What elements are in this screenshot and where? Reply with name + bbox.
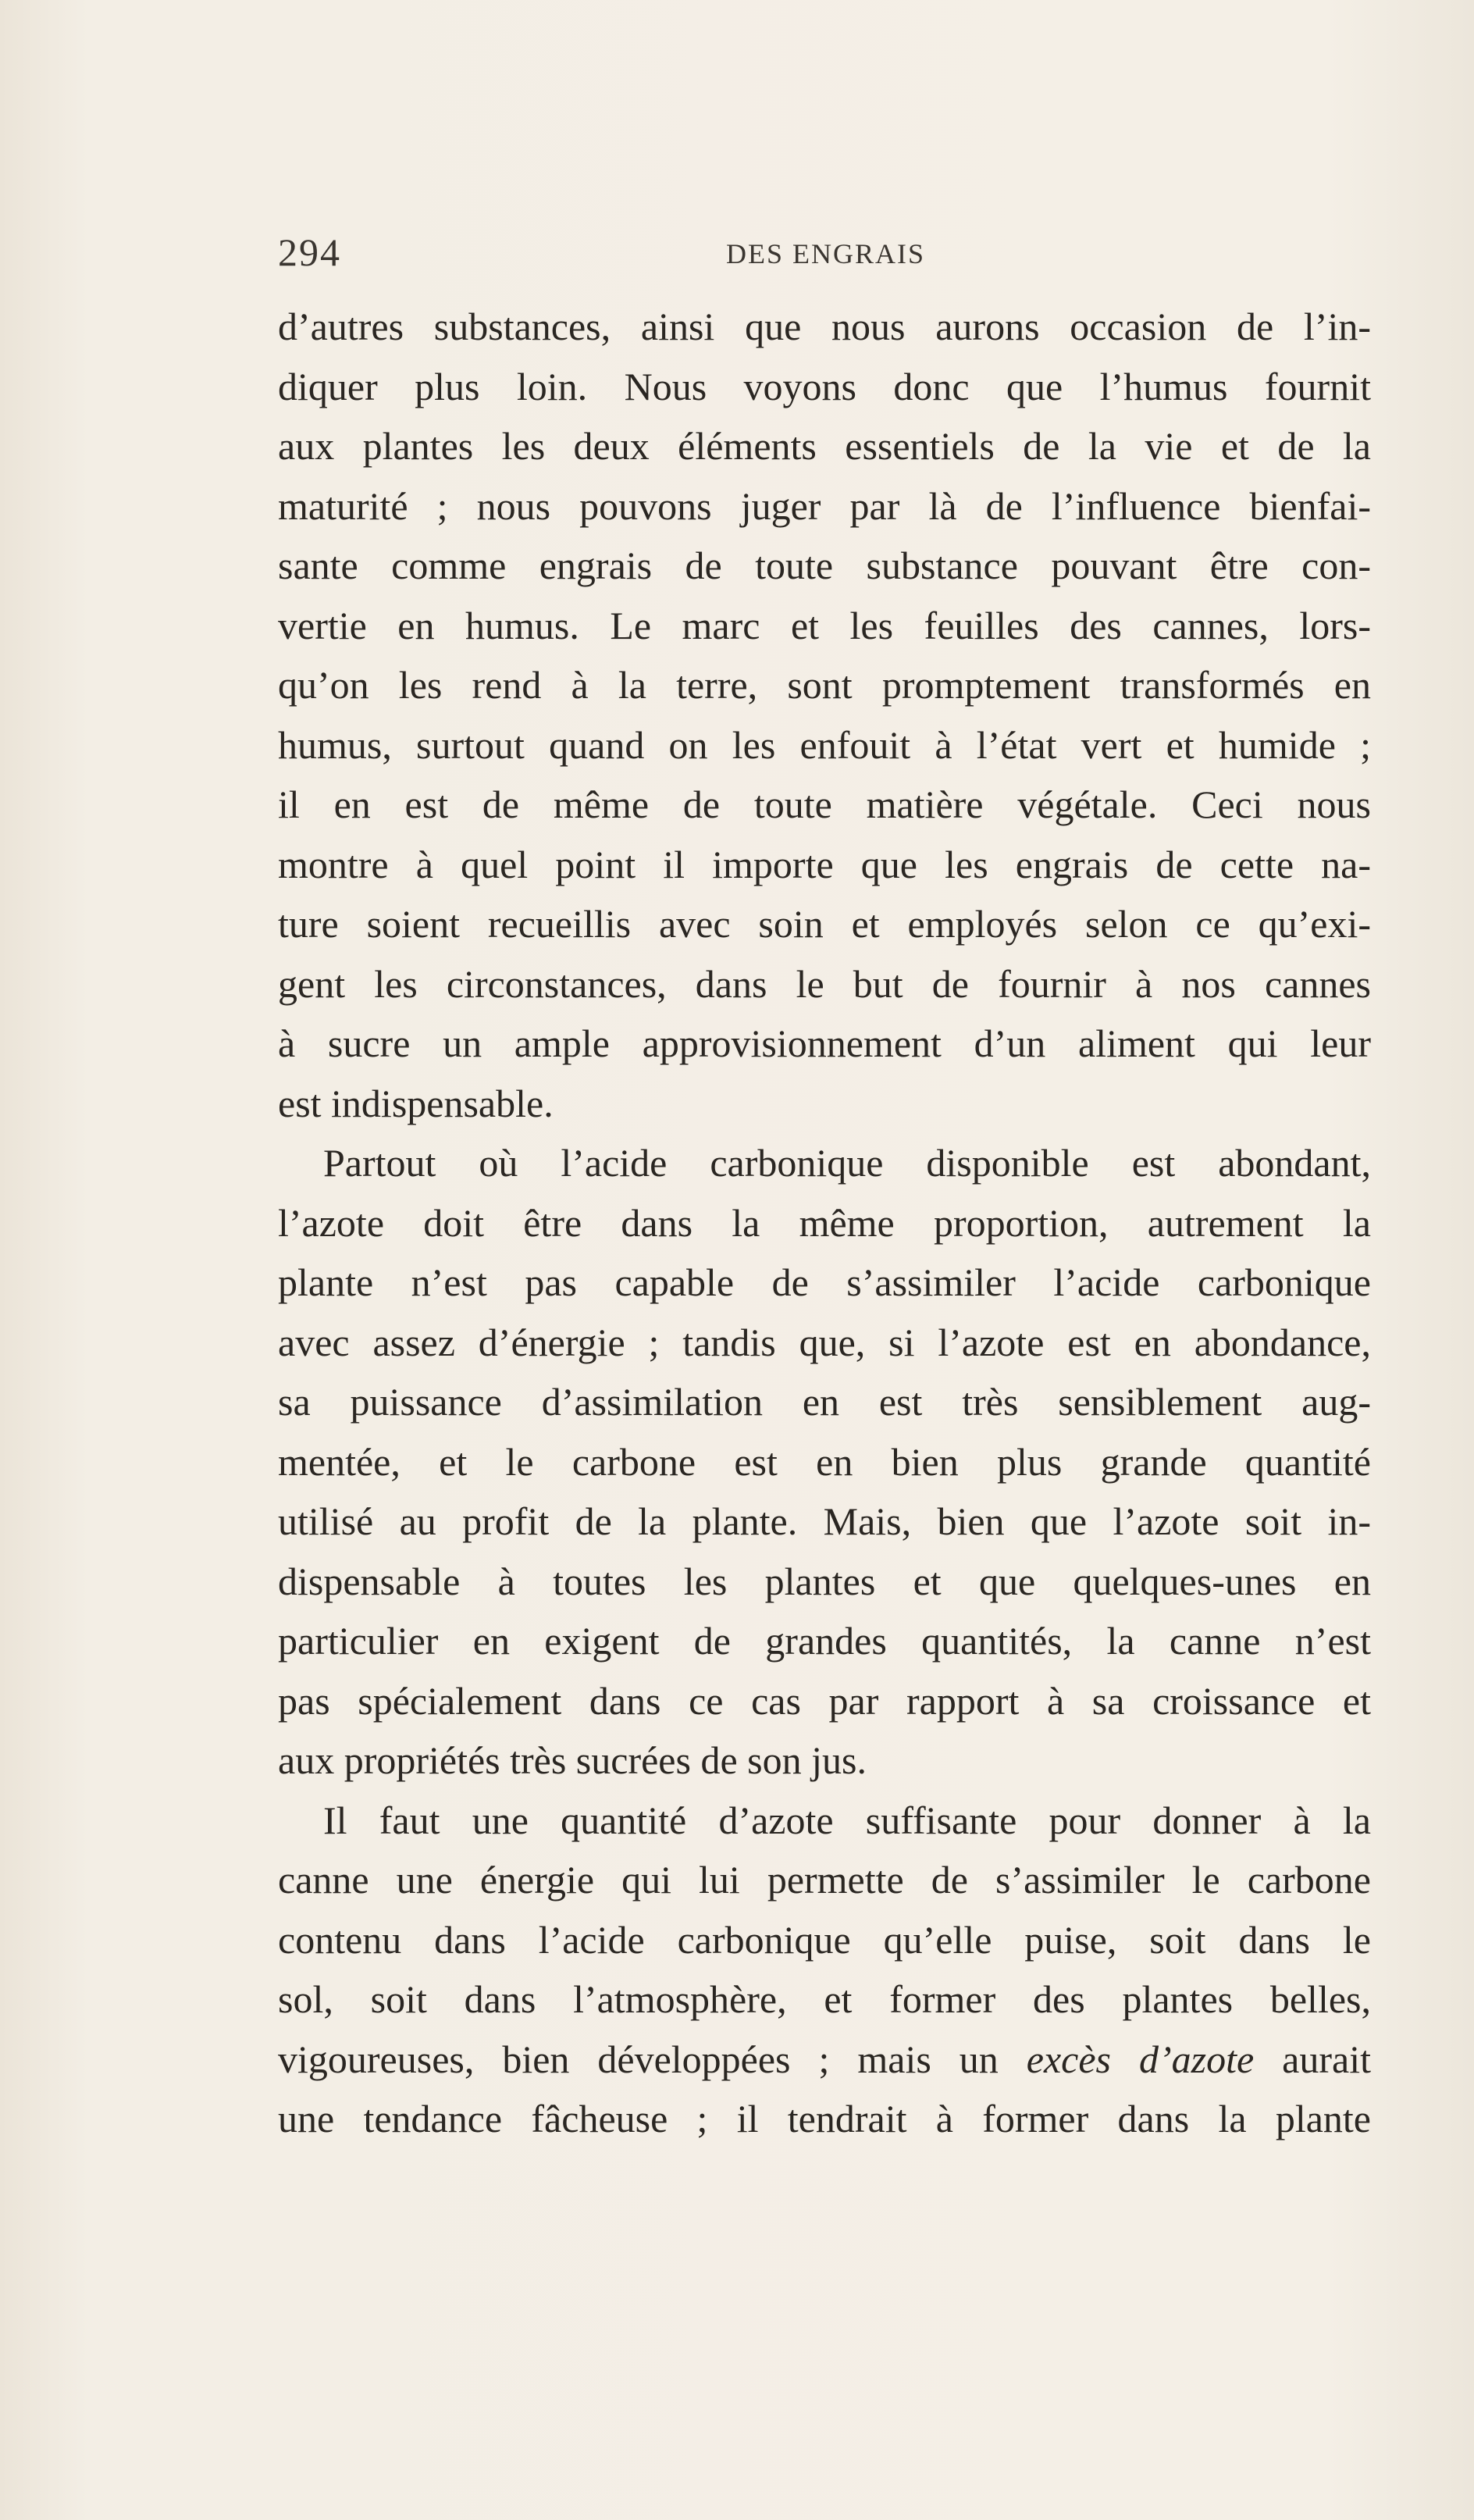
page-number: 294	[278, 230, 341, 274]
text-line: sa puissance d’assimilation en est très sensiblement aug-	[278, 1380, 1371, 1424]
text-fragment: aurait	[1254, 2037, 1371, 2081]
emphasized-text: excès d’azote	[1026, 2037, 1255, 2081]
text-line: est indispensable.	[278, 1081, 554, 1125]
text-line: il en est de même de toute matière végétale. Ceci nous	[278, 782, 1371, 826]
text-line: Partout où l’acide carbonique disponible est abondant,	[323, 1141, 1371, 1185]
text-fragment: vigoureuses, bien développées ; mais un	[278, 2037, 1027, 2081]
text-line: mentée, et le carbone est en bien plus grande quantité	[278, 1439, 1371, 1484]
text-line: Il faut une quantité d’azote suffisante pour donner à la	[323, 1798, 1371, 1842]
text-line: pas spécialement dans ce cas par rapport à sa croissance et	[278, 1678, 1371, 1723]
running-head: DES ENGRAIS	[726, 238, 926, 269]
text-line: avec assez d’énergie ; tandis que, si l’azote est en abondance,	[278, 1320, 1371, 1364]
text-line: contenu dans l’acide carbonique qu’elle puise, soit dans le	[278, 1917, 1371, 1962]
text-line: d’autres substances, ainsi que nous aurons occasion de l’in-	[278, 305, 1371, 348]
text-line: aux propriétés très sucrées de son jus.	[278, 1738, 867, 1782]
text-line: ture soient recueillis avec soin et employés selon ce qu’exi-	[278, 902, 1371, 946]
text-line-with-emphasis	[278, 2030, 1371, 2090]
text-line: dispensable à toutes les plantes et que quelques-unes en	[278, 1559, 1371, 1603]
text-line: plante n’est pas capable de s’assimiler l’acide carbonique	[278, 1260, 1371, 1304]
text-line: maturité ; nous pouvons juger par là de l’influence bienfai-	[278, 483, 1371, 528]
text-line: l’azote doit être dans la même proportion, autrement la	[278, 1200, 1371, 1245]
text-line: sante comme engrais de toute substance pouvant être con-	[278, 544, 1371, 587]
text-line: à sucre un ample approvisionnement d’un aliment qui leur	[278, 1021, 1371, 1065]
text-line: montre à quel point il importe que les engrais de cette na-	[278, 842, 1371, 886]
text-line: aux plantes les deux éléments essentiels de la vie et de la	[278, 424, 1371, 468]
text-line: une tendance fâcheuse ; il tendrait à former dans la plante	[278, 2097, 1371, 2140]
text-line: vertie en humus. Le marc et les feuilles des cannes, lors-	[278, 603, 1371, 647]
text-line: particulier en exigent de grandes quantités, la canne n’est	[278, 1619, 1371, 1663]
text-line: canne une énergie qui lui permette de s’assimiler le carbone	[278, 1858, 1371, 1902]
text-line: humus, surtout quand on les enfouit à l’état vert et humide ;	[278, 722, 1371, 767]
text-line: utilisé au profit de la plante. Mais, bien que l’azote soit in-	[278, 1499, 1371, 1543]
text-line: diquer plus loin. Nous voyons donc que l’humus fournit	[278, 364, 1371, 408]
text-line: sol, soit dans l’atmosphère, et former des plantes belles,	[278, 1977, 1371, 2021]
text-line: gent les circonstances, dans le but de fournir à nos cannes	[278, 961, 1371, 1006]
page-header	[278, 226, 1371, 281]
body-text	[278, 297, 1371, 2149]
text-line: qu’on les rend à la terre, sont promptement transformés en	[278, 663, 1371, 707]
